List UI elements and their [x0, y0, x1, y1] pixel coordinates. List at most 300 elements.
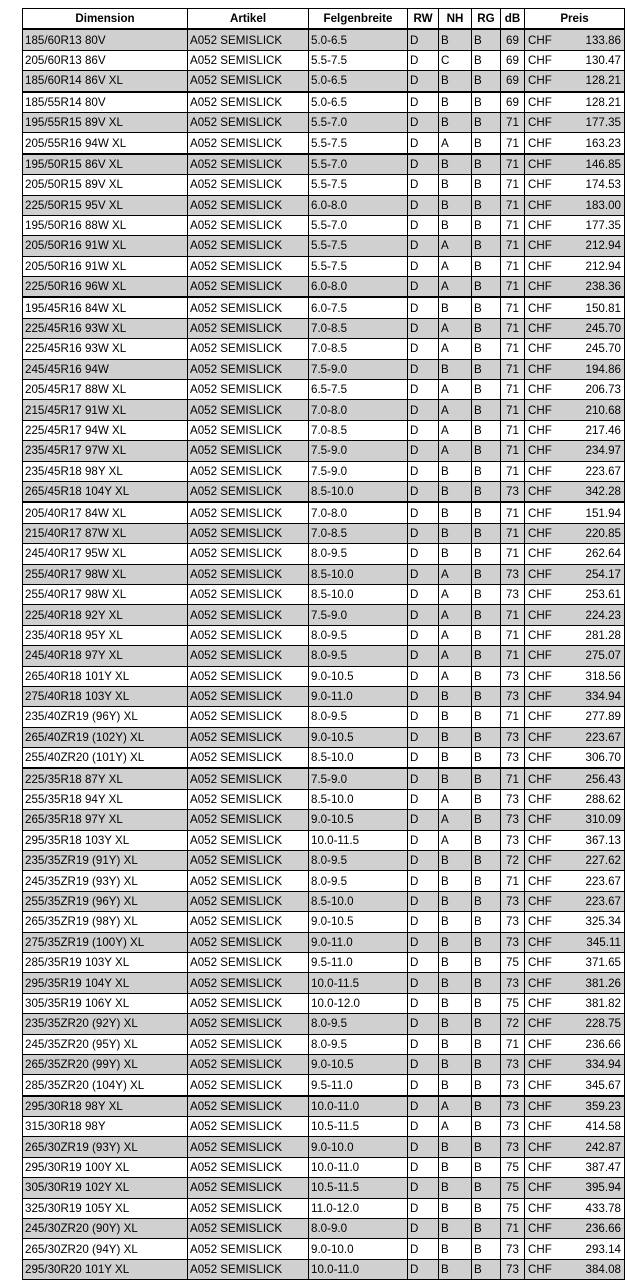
header-row	[23, 9, 625, 30]
cell-artikel: A052 SEMISLICK	[188, 481, 309, 502]
table-row	[23, 727, 625, 747]
cell-preis	[525, 1178, 625, 1198]
price-amount: 130.47	[585, 53, 621, 67]
cell-artikel: A052 SEMISLICK	[188, 1117, 309, 1137]
cell-nh: B	[439, 461, 472, 481]
cell-dimension: 325/30R19 105Y XL	[23, 1198, 188, 1218]
cell-preis	[525, 133, 625, 154]
cell-rg: B	[472, 461, 501, 481]
cell-rw: D	[408, 625, 439, 645]
cell-db: 73	[501, 932, 525, 952]
cell-felgenbreite: 6.0-8.0	[309, 195, 408, 215]
price-amount: 194.86	[585, 362, 621, 376]
cell-rg: B	[472, 1075, 501, 1096]
cell-artikel: A052 SEMISLICK	[188, 359, 309, 379]
cell-preis	[525, 215, 625, 235]
cell-preis	[525, 1034, 625, 1054]
price-amount: 177.35	[585, 116, 621, 130]
cell-felgenbreite: 8.0-9.5	[309, 851, 408, 871]
price-amount: 223.67	[585, 874, 621, 888]
table-row	[23, 891, 625, 911]
table-row	[23, 461, 625, 481]
header-felgenbreite: Felgenbreite	[309, 9, 408, 30]
cell-nh: B	[439, 1259, 472, 1279]
cell-rw: D	[408, 686, 439, 706]
cell-dimension: 245/40R17 95W XL	[23, 544, 188, 564]
cell-preis	[525, 810, 625, 830]
price-amount: 217.46	[585, 424, 621, 437]
cell-rw: D	[408, 50, 439, 70]
cell-nh: A	[439, 256, 472, 276]
cell-dimension: 265/40ZR19 (102Y) XL	[23, 727, 188, 747]
cell-db: 71	[501, 1219, 525, 1239]
cell-felgenbreite: 8.5-10.0	[309, 789, 408, 809]
cell-nh: B	[439, 891, 472, 911]
cell-rw: D	[408, 380, 439, 400]
cell-rw: D	[408, 502, 439, 523]
price-amount: 262.64	[585, 547, 621, 561]
cell-felgenbreite: 8.0-9.5	[309, 707, 408, 727]
cell-rw: D	[408, 1239, 439, 1259]
cell-rg: B	[472, 154, 501, 175]
cell-felgenbreite: 9.0-11.0	[309, 686, 408, 706]
cell-db: 73	[501, 584, 525, 604]
price-amount: 220.85	[585, 526, 621, 540]
table-row	[23, 768, 625, 789]
table-row	[23, 851, 625, 871]
cell-nh: A	[439, 605, 472, 625]
cell-nh: A	[439, 380, 472, 400]
cell-felgenbreite: 8.0-9.5	[309, 544, 408, 564]
currency-label: CHF	[528, 259, 552, 273]
cell-rg: B	[472, 686, 501, 706]
cell-rg: B	[472, 1034, 501, 1054]
currency-label: CHF	[528, 1161, 552, 1175]
cell-db: 73	[501, 1096, 525, 1117]
currency-label: CHF	[528, 280, 552, 294]
cell-db: 71	[501, 605, 525, 625]
cell-db: 71	[501, 707, 525, 727]
cell-nh: A	[439, 789, 472, 809]
cell-dimension: 245/35ZR20 (95Y) XL	[23, 1034, 188, 1054]
cell-felgenbreite: 10.5-11.5	[309, 1117, 408, 1137]
cell-rg: B	[472, 1096, 501, 1117]
cell-nh: B	[439, 686, 472, 706]
cell-rg: B	[472, 564, 501, 584]
cell-rw: D	[408, 768, 439, 789]
price-amount: 288.62	[585, 793, 621, 807]
cell-db: 71	[501, 871, 525, 891]
cell-dimension: 195/50R16 88W XL	[23, 215, 188, 235]
currency-label: CHF	[528, 772, 552, 786]
cell-preis	[525, 112, 625, 132]
cell-artikel: A052 SEMISLICK	[188, 1034, 309, 1054]
cell-artikel: A052 SEMISLICK	[188, 461, 309, 481]
cell-nh: B	[439, 481, 472, 502]
cell-rg: B	[472, 584, 501, 604]
cell-felgenbreite: 10.0-11.0	[309, 1157, 408, 1177]
table-row	[23, 932, 625, 952]
cell-artikel: A052 SEMISLICK	[188, 256, 309, 276]
cell-preis	[525, 952, 625, 972]
cell-rg: B	[472, 646, 501, 666]
cell-nh: B	[439, 1075, 472, 1096]
cell-rg: B	[472, 932, 501, 952]
price-amount: 236.66	[585, 1222, 621, 1236]
cell-felgenbreite: 7.5-9.0	[309, 359, 408, 379]
cell-preis	[525, 461, 625, 481]
cell-rw: D	[408, 851, 439, 871]
cell-rw: D	[408, 359, 439, 379]
cell-preis	[525, 400, 625, 420]
cell-dimension: 255/40R17 98W XL	[23, 564, 188, 584]
cell-artikel: A052 SEMISLICK	[188, 748, 309, 769]
cell-preis	[525, 1096, 625, 1117]
cell-felgenbreite: 6.0-7.5	[309, 297, 408, 318]
cell-preis	[525, 1075, 625, 1096]
currency-label: CHF	[528, 383, 552, 397]
cell-rw: D	[408, 318, 439, 338]
cell-artikel: A052 SEMISLICK	[188, 952, 309, 972]
currency-label: CHF	[528, 198, 552, 212]
cell-felgenbreite: 7.0-8.5	[309, 339, 408, 359]
cell-db: 71	[501, 380, 525, 400]
cell-felgenbreite: 7.5-9.0	[309, 605, 408, 625]
cell-rg: B	[472, 666, 501, 686]
cell-felgenbreite: 8.5-10.0	[309, 481, 408, 502]
cell-artikel: A052 SEMISLICK	[188, 993, 309, 1013]
cell-rw: D	[408, 544, 439, 564]
cell-rg: B	[472, 29, 501, 50]
cell-felgenbreite: 8.0-9.5	[309, 1014, 408, 1034]
table-row	[23, 339, 625, 359]
cell-rg: B	[472, 1178, 501, 1198]
cell-rw: D	[408, 195, 439, 215]
cell-nh: A	[439, 625, 472, 645]
cell-artikel: A052 SEMISLICK	[188, 380, 309, 400]
cell-felgenbreite: 6.5-7.5	[309, 380, 408, 400]
table-row	[23, 523, 625, 543]
table-row	[23, 236, 625, 256]
cell-felgenbreite: 8.5-10.0	[309, 564, 408, 584]
cell-felgenbreite: 9.5-11.0	[309, 1075, 408, 1096]
currency-label: CHF	[528, 53, 552, 67]
price-amount: 384.08	[585, 1263, 621, 1277]
cell-db: 71	[501, 154, 525, 175]
cell-db: 71	[501, 400, 525, 420]
cell-dimension: 205/50R16 91W XL	[23, 236, 188, 256]
cell-preis	[525, 871, 625, 891]
cell-rg: B	[472, 441, 501, 461]
cell-artikel: A052 SEMISLICK	[188, 175, 309, 195]
cell-db: 73	[501, 1239, 525, 1259]
cell-db: 71	[501, 318, 525, 338]
currency-label: CHF	[528, 915, 552, 929]
cell-nh: B	[439, 175, 472, 195]
cell-nh: A	[439, 666, 472, 686]
cell-preis	[525, 1137, 625, 1157]
cell-preis	[525, 912, 625, 932]
cell-dimension: 275/35ZR19 (100Y) XL	[23, 932, 188, 952]
currency-label: CHF	[528, 219, 552, 233]
cell-dimension: 265/35R18 97Y XL	[23, 810, 188, 830]
cell-felgenbreite: 8.5-10.0	[309, 584, 408, 604]
cell-db: 73	[501, 912, 525, 932]
price-amount: 325.34	[585, 915, 621, 929]
cell-felgenbreite: 7.0-8.0	[309, 502, 408, 523]
table-row	[23, 625, 625, 645]
cell-preis	[525, 707, 625, 727]
cell-rw: D	[408, 277, 439, 298]
currency-label: CHF	[528, 424, 552, 437]
cell-felgenbreite: 5.5-7.5	[309, 133, 408, 154]
cell-dimension: 275/40R18 103Y XL	[23, 686, 188, 706]
cell-db: 73	[501, 1117, 525, 1137]
price-list	[22, 8, 624, 1280]
table-row	[23, 748, 625, 769]
header-nh: NH	[439, 9, 472, 30]
cell-rg: B	[472, 952, 501, 972]
cell-rw: D	[408, 523, 439, 543]
cell-db: 71	[501, 625, 525, 645]
cell-felgenbreite: 9.5-11.0	[309, 952, 408, 972]
table-row	[23, 420, 625, 440]
cell-rg: B	[472, 1219, 501, 1239]
cell-rg: B	[472, 830, 501, 850]
cell-felgenbreite: 9.0-11.0	[309, 932, 408, 952]
cell-nh: B	[439, 544, 472, 564]
cell-preis	[525, 584, 625, 604]
cell-rw: D	[408, 646, 439, 666]
table-row	[23, 1198, 625, 1218]
cell-dimension: 255/40R17 98W XL	[23, 584, 188, 604]
cell-preis	[525, 646, 625, 666]
cell-nh: A	[439, 400, 472, 420]
cell-preis	[525, 1117, 625, 1137]
cell-artikel: A052 SEMISLICK	[188, 912, 309, 932]
currency-label: CHF	[528, 1242, 552, 1256]
price-amount: 414.58	[585, 1120, 621, 1134]
cell-rw: D	[408, 830, 439, 850]
table-row	[23, 1137, 625, 1157]
cell-artikel: A052 SEMISLICK	[188, 441, 309, 461]
cell-preis	[525, 625, 625, 645]
cell-rg: B	[472, 112, 501, 132]
cell-artikel: A052 SEMISLICK	[188, 584, 309, 604]
currency-label: CHF	[528, 1263, 552, 1277]
currency-label: CHF	[528, 1201, 552, 1215]
table-row	[23, 1178, 625, 1198]
cell-db: 71	[501, 523, 525, 543]
price-amount: 212.94	[585, 259, 621, 273]
cell-felgenbreite: 8.0-9.5	[309, 625, 408, 645]
currency-label: CHF	[528, 33, 552, 47]
table-row	[23, 1219, 625, 1239]
cell-rg: B	[472, 1054, 501, 1074]
header-rg: RG	[472, 9, 501, 30]
cell-rg: B	[472, 768, 501, 789]
currency-label: CHF	[528, 690, 552, 704]
cell-dimension: 215/40R17 87W XL	[23, 523, 188, 543]
cell-preis	[525, 481, 625, 502]
currency-label: CHF	[528, 1099, 552, 1113]
currency-label: CHF	[528, 485, 552, 499]
cell-preis	[525, 256, 625, 276]
cell-dimension: 265/35ZR19 (98Y) XL	[23, 912, 188, 932]
cell-rw: D	[408, 789, 439, 809]
table-row	[23, 359, 625, 379]
cell-felgenbreite: 5.5-7.5	[309, 175, 408, 195]
cell-nh: B	[439, 1219, 472, 1239]
currency-label: CHF	[528, 464, 552, 478]
table-row	[23, 1014, 625, 1034]
cell-nh: A	[439, 830, 472, 850]
cell-felgenbreite: 7.0-8.5	[309, 420, 408, 440]
cell-rw: D	[408, 932, 439, 952]
cell-felgenbreite: 10.0-11.0	[309, 1259, 408, 1279]
cell-felgenbreite: 8.0-9.0	[309, 1219, 408, 1239]
currency-label: CHF	[528, 894, 552, 908]
cell-nh: B	[439, 707, 472, 727]
cell-felgenbreite: 9.0-10.5	[309, 1054, 408, 1074]
currency-label: CHF	[528, 506, 552, 520]
price-amount: 367.13	[585, 833, 621, 847]
cell-dimension: 195/55R15 89V XL	[23, 112, 188, 132]
cell-dimension: 265/45R18 104Y XL	[23, 481, 188, 502]
cell-rw: D	[408, 400, 439, 420]
cell-nh: B	[439, 871, 472, 891]
cell-artikel: A052 SEMISLICK	[188, 727, 309, 747]
cell-nh: B	[439, 71, 472, 92]
cell-rw: D	[408, 133, 439, 154]
cell-felgenbreite: 10.5-11.5	[309, 1178, 408, 1198]
table-row	[23, 605, 625, 625]
cell-rg: B	[472, 420, 501, 440]
cell-rw: D	[408, 727, 439, 747]
price-amount: 306.70	[585, 751, 621, 765]
cell-nh: B	[439, 912, 472, 932]
cell-nh: B	[439, 215, 472, 235]
price-amount: 174.53	[585, 178, 621, 192]
cell-preis	[525, 851, 625, 871]
cell-db: 73	[501, 1259, 525, 1279]
cell-db: 73	[501, 748, 525, 769]
cell-artikel: A052 SEMISLICK	[188, 297, 309, 318]
table-row	[23, 666, 625, 686]
currency-label: CHF	[528, 526, 552, 540]
cell-preis	[525, 564, 625, 584]
cell-rg: B	[472, 810, 501, 830]
cell-dimension: 225/50R16 96W XL	[23, 277, 188, 298]
cell-preis	[525, 50, 625, 70]
price-amount: 146.85	[585, 157, 621, 171]
price-amount: 395.94	[585, 1181, 621, 1195]
cell-preis	[525, 71, 625, 92]
cell-nh: B	[439, 1157, 472, 1177]
price-amount: 133.86	[585, 33, 621, 47]
currency-label: CHF	[528, 833, 552, 847]
currency-label: CHF	[528, 1058, 552, 1072]
cell-db: 73	[501, 891, 525, 911]
cell-artikel: A052 SEMISLICK	[188, 891, 309, 911]
cell-db: 71	[501, 215, 525, 235]
currency-label: CHF	[528, 136, 552, 150]
cell-rg: B	[472, 175, 501, 195]
currency-label: CHF	[528, 322, 552, 336]
header-db: dB	[501, 9, 525, 30]
cell-rg: B	[472, 523, 501, 543]
cell-felgenbreite: 7.5-9.0	[309, 441, 408, 461]
cell-db: 75	[501, 1198, 525, 1218]
cell-preis	[525, 236, 625, 256]
cell-dimension: 305/30R19 102Y XL	[23, 1178, 188, 1198]
cell-rw: D	[408, 236, 439, 256]
cell-dimension: 235/40ZR19 (96Y) XL	[23, 707, 188, 727]
cell-db: 75	[501, 1178, 525, 1198]
cell-nh: B	[439, 932, 472, 952]
price-amount: 150.81	[585, 301, 621, 315]
cell-rw: D	[408, 154, 439, 175]
currency-label: CHF	[528, 1181, 552, 1195]
currency-label: CHF	[528, 444, 552, 458]
cell-rg: B	[472, 1014, 501, 1034]
cell-rw: D	[408, 1075, 439, 1096]
cell-rg: B	[472, 748, 501, 769]
currency-label: CHF	[528, 608, 552, 622]
cell-artikel: A052 SEMISLICK	[188, 625, 309, 645]
cell-rw: D	[408, 1096, 439, 1117]
cell-artikel: A052 SEMISLICK	[188, 1054, 309, 1074]
currency-label: CHF	[528, 157, 552, 171]
table-row	[23, 584, 625, 604]
cell-rg: B	[472, 339, 501, 359]
cell-preis	[525, 318, 625, 338]
table-row	[23, 1075, 625, 1096]
table-row	[23, 50, 625, 70]
cell-rg: B	[472, 1157, 501, 1177]
price-amount: 359.23	[585, 1099, 621, 1113]
table-body	[23, 29, 625, 1279]
cell-dimension: 295/35R18 103Y XL	[23, 830, 188, 850]
cell-artikel: A052 SEMISLICK	[188, 830, 309, 850]
cell-rw: D	[408, 605, 439, 625]
currency-label: CHF	[528, 1120, 552, 1134]
cell-rg: B	[472, 544, 501, 564]
table-row	[23, 29, 625, 50]
cell-nh: B	[439, 523, 472, 543]
cell-rw: D	[408, 810, 439, 830]
price-amount: 254.17	[585, 567, 621, 581]
cell-dimension: 245/40R18 97Y XL	[23, 646, 188, 666]
cell-felgenbreite: 10.0-11.5	[309, 973, 408, 993]
price-amount: 227.62	[585, 854, 621, 868]
table-row	[23, 195, 625, 215]
cell-nh: B	[439, 1239, 472, 1259]
cell-dimension: 205/60R13 86V	[23, 50, 188, 70]
cell-db: 71	[501, 277, 525, 298]
cell-preis	[525, 523, 625, 543]
cell-artikel: A052 SEMISLICK	[188, 1014, 309, 1034]
currency-label: CHF	[528, 95, 552, 109]
cell-felgenbreite: 7.5-9.0	[309, 768, 408, 789]
cell-rw: D	[408, 461, 439, 481]
cell-dimension: 225/50R15 95V XL	[23, 195, 188, 215]
cell-dimension: 235/45R18 98Y XL	[23, 461, 188, 481]
cell-rg: B	[472, 973, 501, 993]
cell-dimension: 315/30R18 98Y	[23, 1117, 188, 1137]
cell-db: 73	[501, 564, 525, 584]
cell-dimension: 225/35R18 87Y XL	[23, 768, 188, 789]
